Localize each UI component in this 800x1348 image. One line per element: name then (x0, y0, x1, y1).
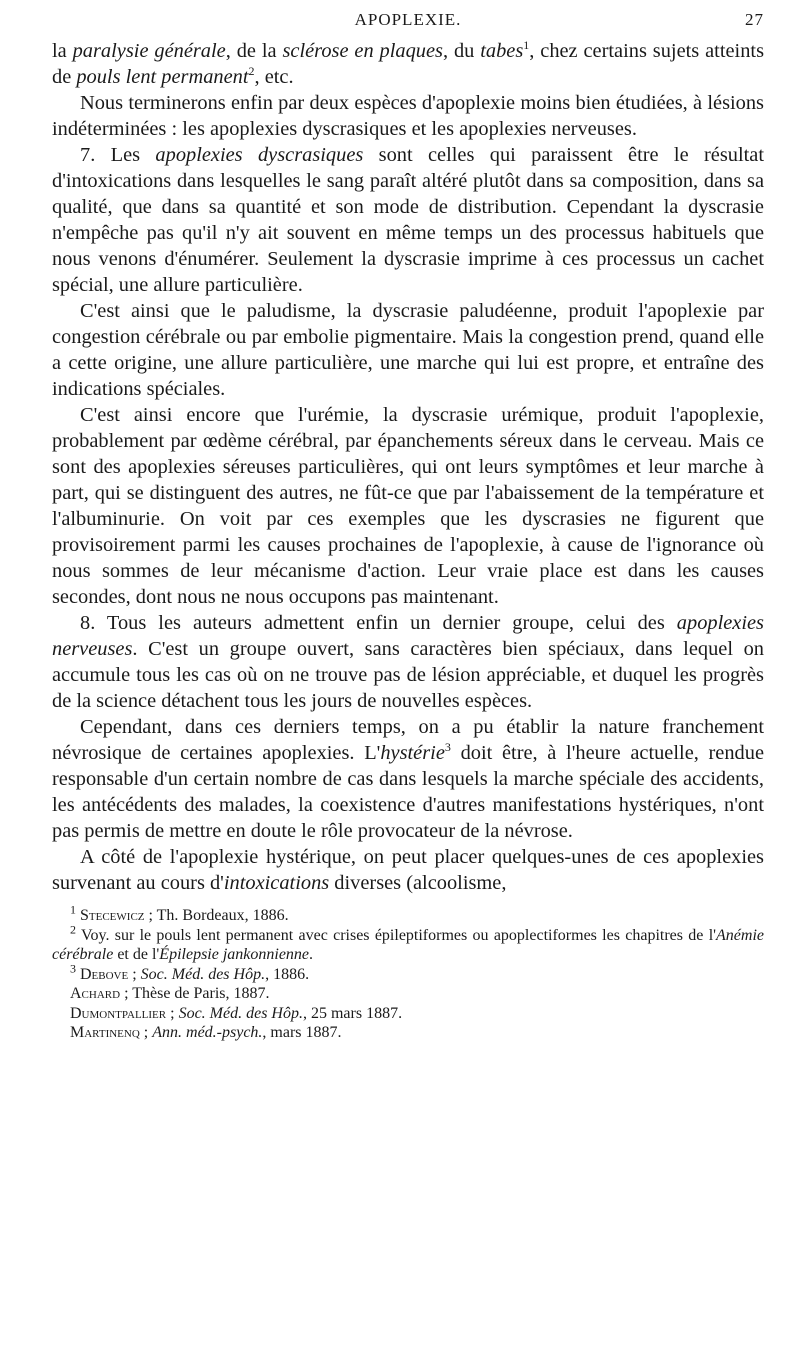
page-number: 27 (745, 10, 764, 29)
italic-term: paralysie générale (72, 40, 226, 62)
text-run: Cependant, dans ces derniers temps, on a pu établir la nature franchement névrosique de certaines apoplexies. L' (52, 716, 764, 764)
text-run: . C'est un groupe ouvert, sans caractères bien spéciaux, dans lequel on accumule tous les cas où on ne trouve pas de lésion appréciable, et duquel les progrès de la science détachent tous les jours de nouvelles espèces. (52, 638, 764, 712)
italic-term: sclérose en plaques (282, 40, 443, 62)
footnote-author: Debove (80, 965, 129, 983)
text-run: , chez certains sujets atteints de (52, 40, 765, 88)
footnote-ref: 2 (248, 64, 255, 79)
text-run: 7. Les (80, 144, 156, 166)
footnotes (52, 902, 764, 1043)
text-run: ; (128, 965, 141, 983)
footnote-journal: Ann. méd.-psych. (152, 1024, 263, 1041)
italic-term: Épilepsie jankonnienne (159, 946, 310, 963)
footnote-2 (52, 922, 764, 965)
footnote-4 (52, 984, 764, 1004)
paragraph-3 (52, 142, 764, 298)
footnote-3 (52, 961, 764, 985)
footnote-5 (52, 1004, 764, 1024)
text-run: , etc. (254, 66, 294, 88)
footnote-journal: Soc. Méd. des Hôp. (178, 1004, 303, 1022)
italic-term: pouls lent permanent (76, 66, 249, 88)
book-page (52, 0, 764, 1348)
paragraph-4: C'est ainsi que le paludisme, la dyscrasie paludéenne, produit l'apoplexie par congestion cérébrale ou par embolie pigmentaire. Mais la congestion prend, quand elle a cette origine, une allure particulière, une marche qui lui est propre, et entraîne des indications spéciales. (52, 300, 764, 400)
text-run: , mars 1887. (262, 1024, 342, 1041)
footnote-author: Stecewicz (80, 907, 145, 924)
footnote-ref: 1 (523, 38, 530, 53)
italic-term: apoplexies dyscrasiques (155, 144, 364, 166)
footnote-journal: Soc. Méd. des Hôp. (140, 965, 266, 983)
footnote-mark: 3 (70, 961, 76, 976)
italic-term: hystérie (380, 742, 445, 764)
footnote-author: Martinenq (70, 1024, 140, 1041)
footnote-author: Achard (70, 985, 121, 1002)
text-run: A côté de l'apoplexie hystérique, on peut placer quelques-unes de ces apoplexies survenant au cours d' (52, 846, 764, 894)
text-run: , de la (225, 40, 283, 62)
text-run: la (52, 40, 73, 62)
footnote-ref: 3 (444, 740, 451, 755)
running-head (52, 6, 764, 36)
paragraph-8 (52, 844, 764, 896)
text-run: ; (139, 1024, 153, 1041)
text-run: ; Thèse de Paris, 1887. (120, 985, 270, 1002)
text-run: doit être, à l'heure actuelle, rendue responsable d'un certain nombre de cas dans lesquels la marche spéciale des accidents, les antécédents des malades, la coexistence d'autres manifestations hystériques, n'ont pas permis de mettre en doute le rôle provocateur de la névrose. (52, 742, 764, 842)
paragraph-1 (52, 38, 764, 90)
paragraph-6 (52, 610, 764, 714)
text-run: 8. Tous les auteurs admettent enfin un dernier groupe, celui des (80, 612, 677, 634)
footnote-mark: 1 (70, 902, 76, 917)
footnote-1 (52, 902, 764, 926)
body-text (52, 38, 764, 896)
italic-term: Anémie cérébrale (52, 926, 764, 963)
footnote-mark: 2 (70, 922, 76, 937)
text-run: ; Th. Bordeaux, 1886. (144, 907, 289, 924)
paragraph-7 (52, 714, 764, 844)
italic-term: intoxications (223, 872, 330, 894)
footnote-6 (52, 1023, 764, 1043)
paragraph-2: Nous terminerons enfin par deux espèces d'apoplexie moins bien étudiées, à lésions indéterminées : les apoplexies dyscrasiques et les apoplexies nerveuses. (52, 92, 764, 140)
paragraph-5: C'est ainsi encore que l'urémie, la dyscrasie urémique, produit l'apoplexie, probablement par œdème cérébral, par épanchements séreux dans le cerveau. Mais ce sont des apoplexies séreuses particulières, qui ont leurs symptômes et leur marche à part, qui se distinguent des autres, ne fût-ce que par l'abaissement de la température et l'albuminurie. On voit par ces exemples que les dyscrasies ne figurent que provisoirement parmi les causes prochaines de l'apoplexie, à cause de l'ignorance où nous sommes de leur mécanisme d'action. Leur vraie place est dans les causes secondes, dont nous ne nous occupons pas maintenant. (52, 404, 764, 608)
text-run: Voy. sur le pouls lent permanent avec crises épileptiformes ou apoplectiformes les chapitres de l' (76, 926, 717, 944)
text-run: ; (166, 1004, 179, 1022)
text-run: sont celles qui paraissent être le résultat d'intoxications dans lesquelles le sang paraît altéré plutôt dans sa composition, dans sa qualité, que dans sa quantité et son mode de distribution. Cependant la dyscrasie n'empêche pas qu'il n'y ait souvent en même temps un des processus habituels que nous venons d'énumérer. Seulement la dyscrasie imprime à ces processus un cachet spécial, une allure particulière. (52, 144, 764, 296)
italic-term: tabes (480, 40, 524, 62)
text-run: , du (442, 40, 481, 62)
text-run: , 1886. (265, 965, 310, 983)
running-head-title: APOPLEXIE. (354, 10, 462, 29)
footnote-author: Dumontpallier (70, 1004, 167, 1022)
text-run: , 25 mars 1887. (302, 1004, 403, 1022)
text-run: . (309, 946, 314, 963)
italic-term: apoplexies nerveuses (52, 612, 764, 660)
text-run: et de l' (113, 946, 160, 963)
text-run: diverses (alcoolisme, (329, 872, 507, 894)
